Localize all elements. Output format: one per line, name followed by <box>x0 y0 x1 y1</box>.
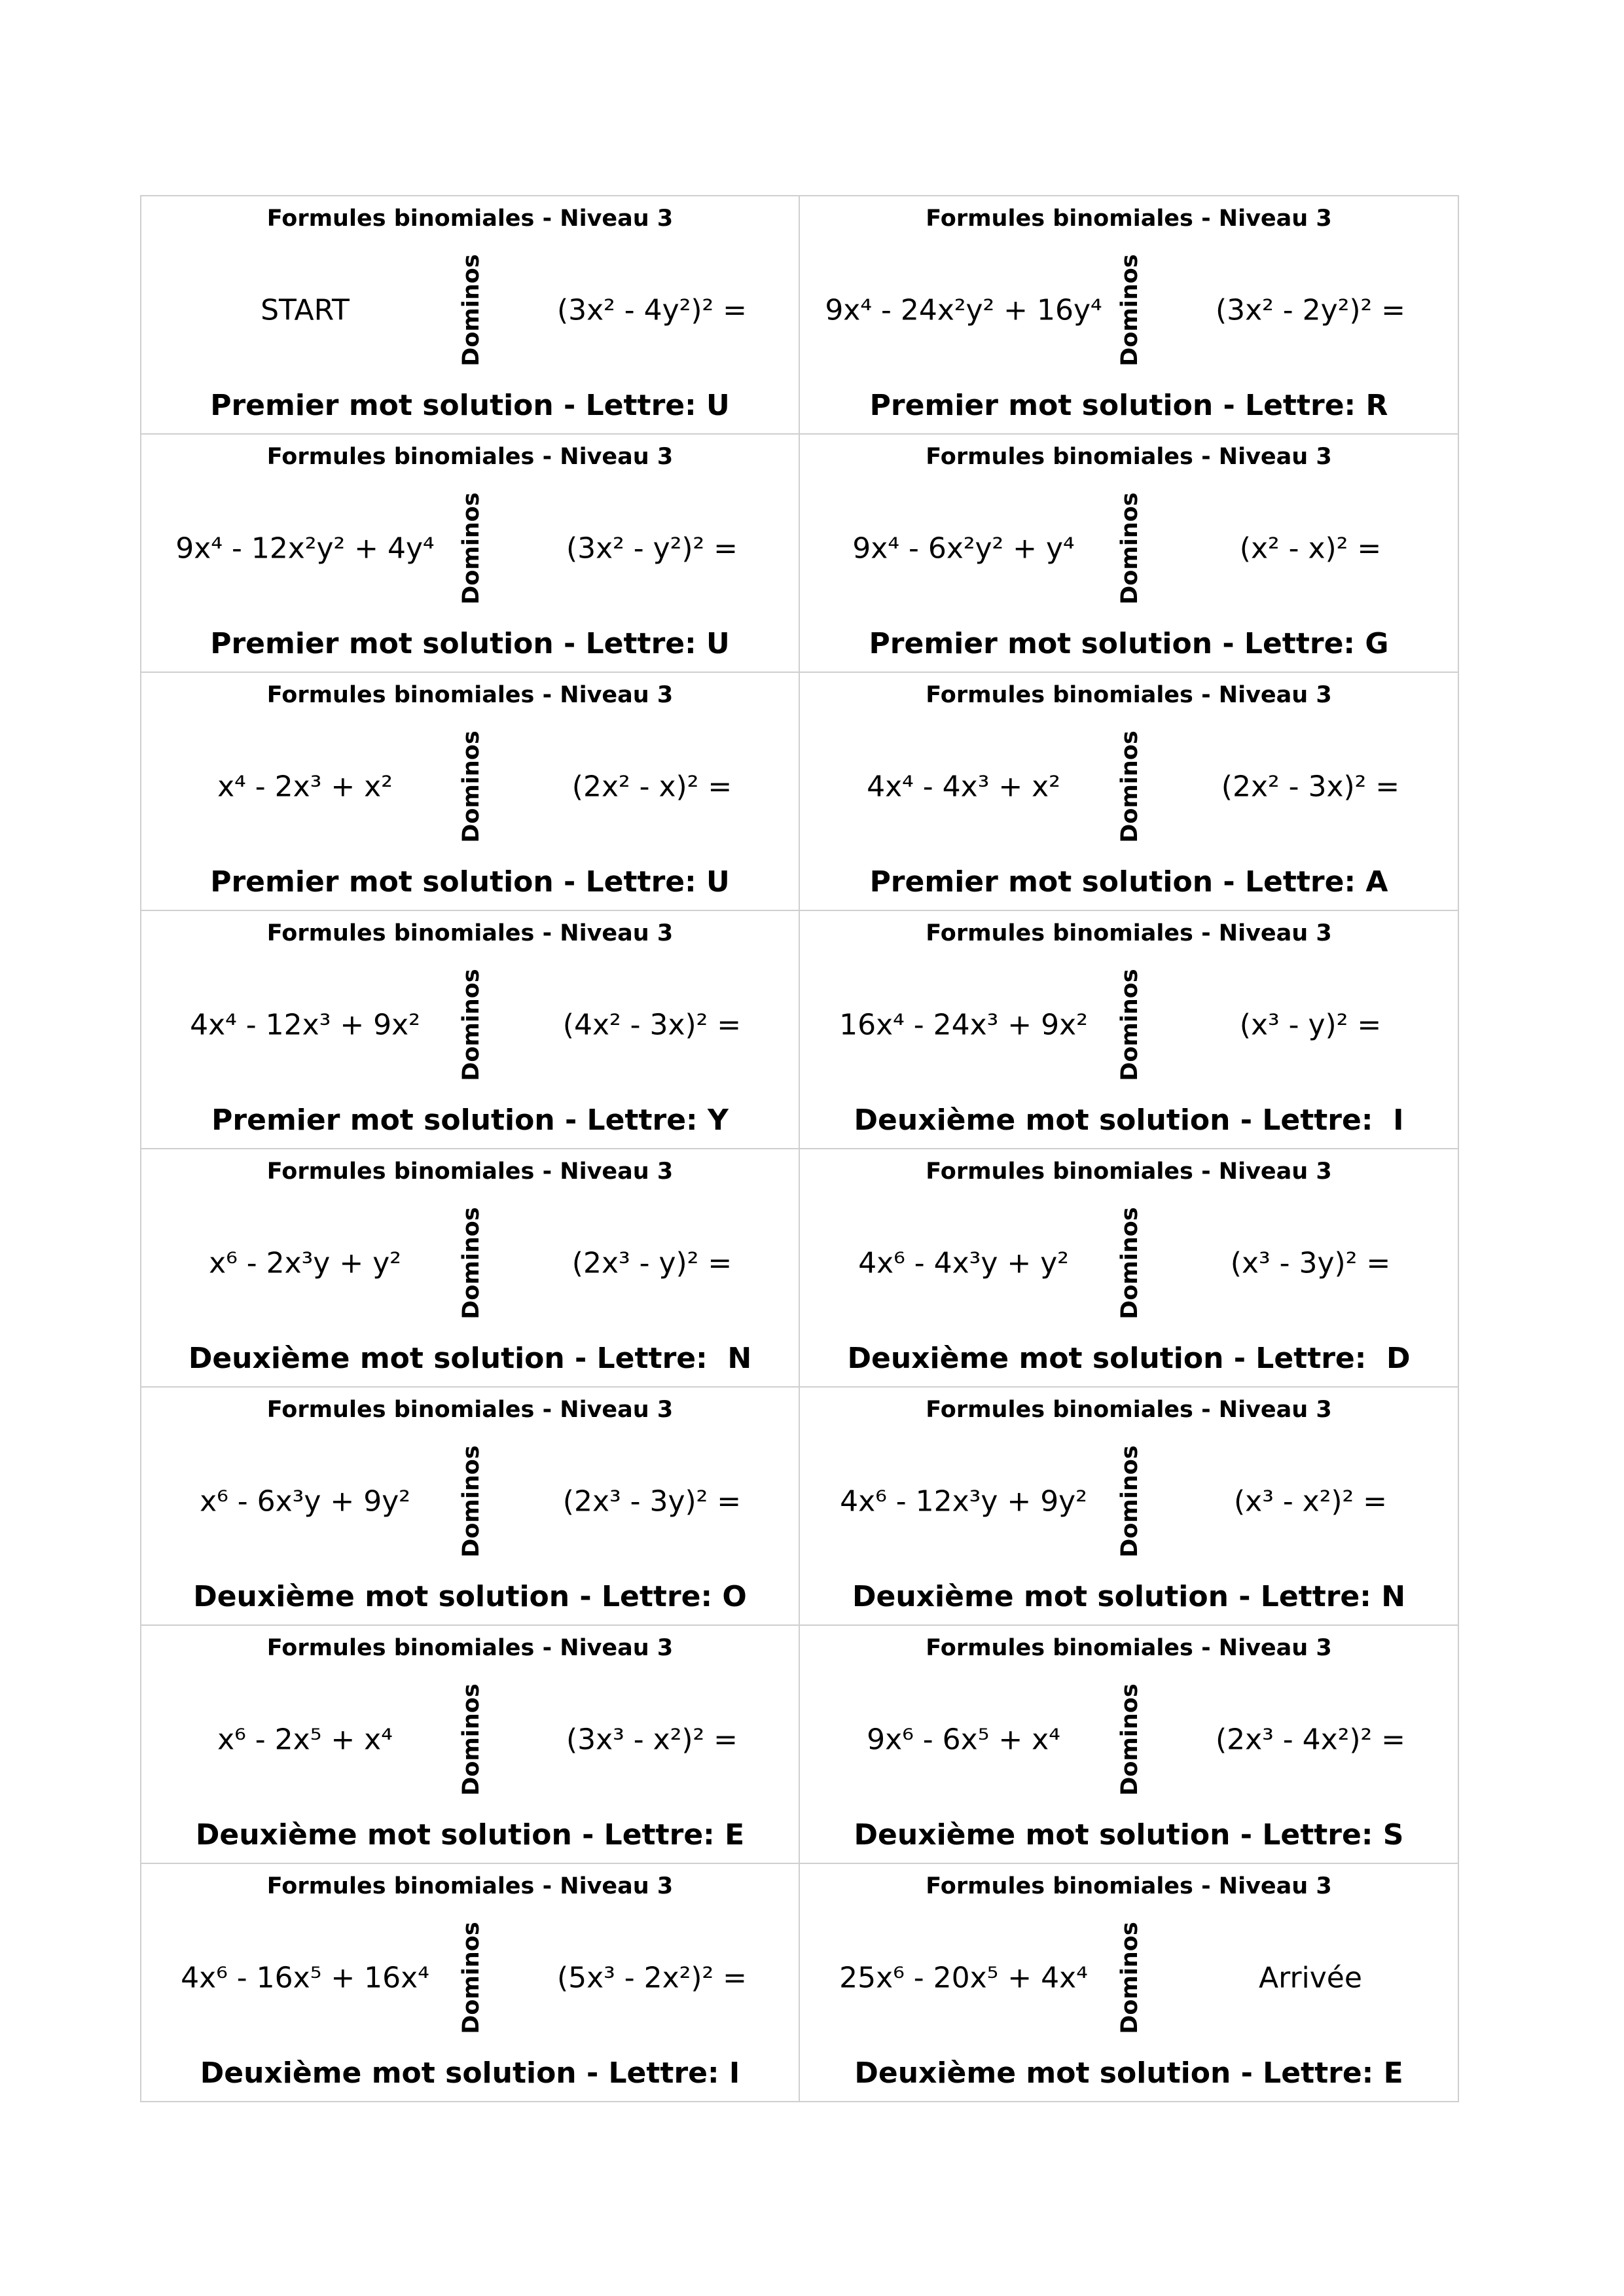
dominos-side-label: Dominos <box>458 1683 484 1796</box>
card-header: Formules binomiales - Niveau 3 <box>926 1635 1332 1661</box>
domino-card <box>800 1864 1459 2102</box>
card-header: Formules binomiales - Niveau 3 <box>266 1873 674 1899</box>
domino-card <box>141 196 800 435</box>
dominos-side-label: Dominos <box>458 254 484 367</box>
card-header: Formules binomiales - Niveau 3 <box>926 444 1332 470</box>
domino-card <box>141 1864 800 2102</box>
right-expression: (3x² - 2y²)² = <box>1215 293 1406 327</box>
domino-card-grid <box>140 195 1459 2102</box>
solution-letter-footer: Deuxième mot solution - Lettre: D <box>847 1342 1411 1375</box>
right-expression: (5x³ - 2x²)² = <box>556 1961 748 1995</box>
domino-card <box>800 1626 1459 1864</box>
solution-letter-footer: Premier mot solution - Lettre: A <box>869 865 1388 899</box>
solution-letter-footer: Premier mot solution - Lettre: U <box>210 865 730 899</box>
domino-card <box>800 196 1459 435</box>
left-expression: START <box>261 293 350 327</box>
right-expression: (3x² - 4y²)² = <box>556 293 748 327</box>
solution-letter-footer: Deuxième mot solution - Lettre: N <box>852 1580 1406 1613</box>
domino-card <box>141 673 800 911</box>
dominos-side-label: Dominos <box>458 1445 484 1558</box>
left-expression: 9x⁴ - 24x²y² + 16y⁴ <box>825 293 1102 327</box>
dominos-side-label: Dominos <box>1117 492 1143 605</box>
right-expression: (x³ - x²)² = <box>1233 1484 1388 1518</box>
left-expression: 9x⁴ - 6x²y² + y⁴ <box>852 531 1075 565</box>
left-expression: 25x⁶ - 20x⁵ + 4x⁴ <box>839 1961 1088 1995</box>
domino-card <box>800 911 1459 1149</box>
solution-letter-footer: Deuxième mot solution - Lettre: S <box>854 1818 1404 1852</box>
solution-letter-footer: Deuxième mot solution - Lettre: N <box>188 1342 752 1375</box>
right-expression: (x³ - 3y)² = <box>1230 1246 1391 1280</box>
left-expression: 4x⁶ - 16x⁵ + 16x⁴ <box>181 1961 429 1995</box>
left-expression: 4x⁴ - 12x³ + 9x² <box>190 1008 420 1042</box>
dominos-side-label: Dominos <box>458 492 484 605</box>
right-expression: (2x² - x)² = <box>571 770 732 804</box>
solution-letter-footer: Premier mot solution - Lettre: R <box>869 389 1388 422</box>
left-expression: 4x⁴ - 4x³ + x² <box>867 770 1060 804</box>
domino-card <box>800 1388 1459 1626</box>
right-expression: (2x³ - 4x²)² = <box>1215 1723 1406 1757</box>
domino-card <box>141 1626 800 1864</box>
card-header: Formules binomiales - Niveau 3 <box>926 1158 1332 1185</box>
left-expression: 9x⁴ - 12x²y² + 4y⁴ <box>175 531 435 565</box>
right-expression: (2x³ - 3y)² = <box>562 1484 742 1518</box>
domino-card <box>141 1149 800 1388</box>
solution-letter-footer: Deuxième mot solution - Lettre: E <box>195 1818 745 1852</box>
card-header: Formules binomiales - Niveau 3 <box>266 206 674 232</box>
solution-letter-footer: Premier mot solution - Lettre: U <box>210 389 730 422</box>
right-expression: (4x² - 3x)² = <box>562 1008 742 1042</box>
card-header: Formules binomiales - Niveau 3 <box>926 920 1332 946</box>
left-expression: 16x⁴ - 24x³ + 9x² <box>839 1008 1088 1042</box>
domino-card <box>141 1388 800 1626</box>
solution-letter-footer: Deuxième mot solution - Lettre: O <box>193 1580 747 1613</box>
domino-card <box>141 911 800 1149</box>
solution-letter-footer: Premier mot solution - Lettre: Y <box>211 1103 729 1137</box>
dominos-side-label: Dominos <box>1117 1922 1143 2034</box>
dominos-side-label: Dominos <box>1117 254 1143 367</box>
card-header: Formules binomiales - Niveau 3 <box>266 1635 674 1661</box>
card-header: Formules binomiales - Niveau 3 <box>266 1158 674 1185</box>
dominos-side-label: Dominos <box>458 1922 484 2034</box>
dominos-side-label: Dominos <box>458 969 484 1081</box>
card-header: Formules binomiales - Niveau 3 <box>266 1397 674 1423</box>
dominos-side-label: Dominos <box>458 730 484 843</box>
right-expression: (x² - x)² = <box>1239 531 1382 565</box>
left-expression: 4x⁶ - 4x³y + y² <box>858 1246 1069 1280</box>
dominos-side-label: Dominos <box>1117 1207 1143 1319</box>
dominos-side-label: Dominos <box>1117 730 1143 843</box>
right-expression: Arrivée <box>1259 1961 1362 1995</box>
left-expression: 9x⁶ - 6x⁵ + x⁴ <box>867 1723 1060 1757</box>
card-header: Formules binomiales - Niveau 3 <box>926 1397 1332 1423</box>
dominos-side-label: Dominos <box>1117 969 1143 1081</box>
card-header: Formules binomiales - Niveau 3 <box>926 1873 1332 1899</box>
right-expression: (2x³ - y)² = <box>571 1246 732 1280</box>
solution-letter-footer: Premier mot solution - Lettre: G <box>869 627 1389 660</box>
left-expression: x⁴ - 2x³ + x² <box>217 770 393 804</box>
solution-letter-footer: Deuxième mot solution - Lettre: I <box>200 2056 740 2090</box>
domino-card <box>800 673 1459 911</box>
dominos-side-label: Dominos <box>1117 1445 1143 1558</box>
right-expression: (3x² - y²)² = <box>566 531 738 565</box>
dominos-side-label: Dominos <box>458 1207 484 1319</box>
right-expression: (3x³ - x²)² = <box>566 1723 738 1757</box>
right-expression: (x³ - y)² = <box>1239 1008 1382 1042</box>
solution-letter-footer: Premier mot solution - Lettre: U <box>210 627 730 660</box>
card-header: Formules binomiales - Niveau 3 <box>266 444 674 470</box>
left-expression: x⁶ - 2x⁵ + x⁴ <box>217 1723 393 1757</box>
domino-card <box>141 435 800 673</box>
dominos-side-label: Dominos <box>1117 1683 1143 1796</box>
domino-card <box>800 435 1459 673</box>
card-header: Formules binomiales - Niveau 3 <box>926 682 1332 708</box>
left-expression: 4x⁶ - 12x³y + 9y² <box>840 1484 1087 1518</box>
left-expression: x⁶ - 6x³y + 9y² <box>200 1484 410 1518</box>
domino-card <box>800 1149 1459 1388</box>
solution-letter-footer: Deuxième mot solution - Lettre: E <box>854 2056 1403 2090</box>
right-expression: (2x² - 3x)² = <box>1221 770 1400 804</box>
card-header: Formules binomiales - Niveau 3 <box>266 682 674 708</box>
solution-letter-footer: Deuxième mot solution - Lettre: I <box>854 1103 1404 1137</box>
left-expression: x⁶ - 2x³y + y² <box>209 1246 401 1280</box>
card-header: Formules binomiales - Niveau 3 <box>926 206 1332 232</box>
card-header: Formules binomiales - Niveau 3 <box>266 920 674 946</box>
